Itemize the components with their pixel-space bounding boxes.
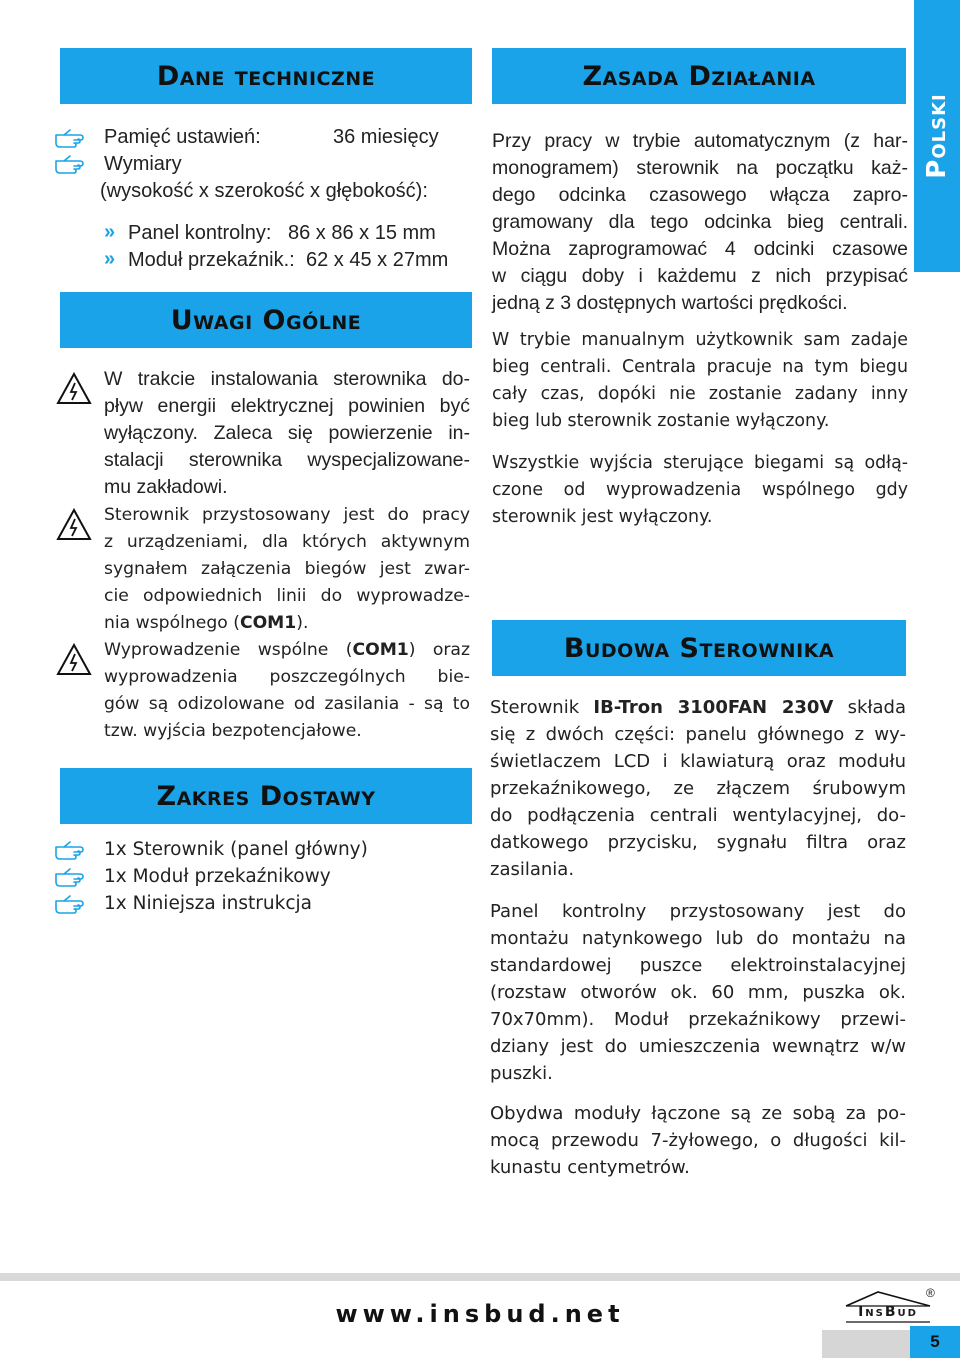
uwagi-paragraph-1 [104,366,470,501]
zasada-paragraph-3 [492,450,908,531]
pointing-hand-icon [54,127,98,149]
budowa-p2-line: dziany jest do umieszczenia wewnątrz w/w [490,1036,906,1057]
zasada-paragraph-1 [492,128,908,317]
budowa-p2-line: Panel kontrolny przystosowany jest do [490,901,906,922]
uwagi-p2-line: Sterownik przystosowany jest do pracy [104,505,470,525]
uwagi-p2-text: nia wspólnego ( [104,613,240,633]
zasada-p1-line: monogramem) sterownik na początku każ- [492,157,908,179]
footer-divider [0,1273,960,1281]
uwagi-paragraph-3 [104,637,470,745]
com1-label: COM1 [352,640,409,660]
heading-dane-techniczne [60,48,472,104]
chevron-icon: » [104,248,116,270]
uwagi-p3-line: wyprowadzenia poszczególnych bie- [104,667,470,687]
pointing-hand-icon [54,893,98,915]
zasada-p1-line: w ciągu doby i każdemu z nich przypisać [492,265,908,287]
uwagi-p2-line [104,610,470,637]
uwagi-p1-line: stalacji sterownika wyspecjalizowane- [104,449,470,471]
budowa-p2-line: 70x70mm). Moduł przekaźnikowy przewi- [490,1009,906,1030]
budowa-p2-line: (rozstaw otworów ok. 60 mm, puszka ok. [490,982,906,1003]
zasada-p1-line: Przy pracy w trybie automatycznym (z har- [492,130,908,152]
uwagi-p1-line: mu zakładowi. [104,476,228,498]
zakres-item: 1x Moduł przekaźnikowy [104,866,331,887]
chevron-icon: » [104,221,116,243]
zakres-item: 1x Sterownik (panel główny) [104,839,368,860]
language-tab [914,0,960,272]
page-number-label: 5 [930,1332,940,1351]
zasada-p3-line: Wszystkie wyjścia sterujące biegami są odłą- [492,453,908,473]
uwagi-p2-line: sygnałem załączenia biegów jest zwar- [104,559,470,579]
zasada-p3-line: czone od wyprowadzenia wspólnego gdy [492,480,908,500]
heading-zakres-label: Zakres Dostawy [156,780,376,812]
zasada-p1-line: jedną z 3 dostępnych wartości prędkości. [492,292,848,314]
uwagi-p3-line [104,637,470,664]
heading-uwagi-label: Uwagi Ogólne [170,304,362,336]
language-tab-label: Polski [922,93,952,179]
uwagi-p3-line: gów są odizolowane od zasilania - są to [104,694,470,714]
modul-value: 62 x 45 x 27mm [306,249,449,271]
footer-url[interactable]: www.insbud.net [335,1300,625,1328]
zasada-p3-line: sterownik jest wyłączony. [492,507,713,527]
budowa-p3-line: kunastu centymetrów. [490,1157,690,1178]
insbud-logo [838,1288,938,1328]
logo-text: InsBud [858,1304,918,1320]
zasada-p2-line: bieg lub sterownik zostanie wyłączony. [492,411,830,431]
budowa-paragraph-3 [490,1100,906,1181]
budowa-p2-line: montażu natynkowego lub do montażu na [490,928,906,949]
budowa-p1-line [490,694,906,721]
budowa-p3-line: Obydwa moduły łączone są ze sobą za po- [490,1103,906,1124]
zakres-item: 1x Niniejsza instrukcja [104,893,312,914]
zasada-p1-line: Można zaprogramować 4 odcinki czasowe [492,238,908,260]
pointing-hand-icon [54,153,98,175]
budowa-p1-line: przekaźnikowego, ze złączem śrubowym [490,778,906,799]
budowa-p2-line: puszki. [490,1063,553,1084]
zasada-p2-line: W trybie manualnym użytkownik sam zadaje [492,330,908,350]
pamiec-label: Pamięć ustawień: [104,126,261,148]
pointing-hand-icon [54,839,98,861]
warning-lightning-icon [56,508,92,542]
panel-label: Panel kontrolny: [128,222,272,244]
com1-label: COM1 [239,613,297,633]
uwagi-paragraph-2 [104,502,470,637]
wymiary-sub: (wysokość x szerokość x głębokość): [100,180,428,202]
warning-lightning-icon [56,372,92,406]
zasada-p1-line: gramowany dla tego odcinka bieg centrali. [492,211,908,233]
wymiary-label: Wymiary [104,153,182,175]
zasada-paragraph-2 [492,327,908,435]
heading-budowa-sterownika [492,620,906,676]
pamiec-value: 36 miesięcy [333,126,439,148]
heading-zakres-dostawy [60,768,472,824]
zasada-p2-line: cały czas, dopóki nie zostanie zadany inny [492,384,908,404]
pointing-hand-icon [54,866,98,888]
uwagi-p3-text: ) oraz [408,640,470,660]
uwagi-p3-text: Wyprowadzenie wspólne ( [104,640,353,660]
panel-value: 86 x 86 x 15 mm [288,222,436,244]
heading-zasada-label: Zasada Działania [582,60,816,92]
warning-lightning-icon [56,643,92,677]
budowa-p1-line: do podłączenia centrali wentylacyjnej, do- [490,805,906,826]
budowa-paragraph-2 [490,898,906,1087]
heading-uwagi-ogolne [60,292,472,348]
budowa-p1-text: składa [833,697,906,718]
uwagi-p3-line: tzw. wyjścia bezpotencjałowe. [104,721,362,741]
page-number [910,1326,960,1358]
budowa-p1-line: się z dwóch części: panelu głównego z wy- [490,724,906,745]
uwagi-p2-line: z urządzeniami, dla których aktywnym [104,532,470,552]
uwagi-p2-line: cie odpowiednich linii do wyprowadze- [104,586,470,606]
uwagi-p1-line: W trakcie instalowania sterownika do- [104,368,470,390]
budowa-paragraph-1 [490,694,906,883]
heading-zasada-dzialania [492,48,906,104]
uwagi-p1-line: pływ energii elektrycznej powinien być [104,395,470,417]
heading-budowa-label: Budowa Sterownika [563,632,835,664]
registered-mark: ® [926,1286,935,1300]
modul-label: Moduł przekaźnik.: [128,249,295,271]
heading-dane-label: Dane techniczne [156,60,376,92]
zasada-p2-line: bieg centrali. Centrala pracuje na tym biegu [492,357,908,377]
uwagi-p1-line: wyłączony. Zaleca się powierzenie in- [104,422,470,444]
budowa-p1-line: zasilania. [490,859,575,880]
budowa-p3-line: mocą przewodu 7-żyłowego, o długości kil- [490,1130,906,1151]
model-name: IB-Tron 3100FAN 230V [593,697,834,718]
zasada-p1-line: dego odcinka czasowego włącza zapro- [492,184,908,206]
budowa-p1-text: Sterownik [490,697,594,718]
budowa-p1-line: datkowego przycisku, sygnału filtra oraz [490,832,906,853]
budowa-p1-line: świetlaczem LCD i klawiaturą oraz modułu [490,751,906,772]
budowa-p2-line: standardowej puszce elektroinstalacyjnej [490,955,906,976]
uwagi-p2-text: ). [296,613,309,633]
